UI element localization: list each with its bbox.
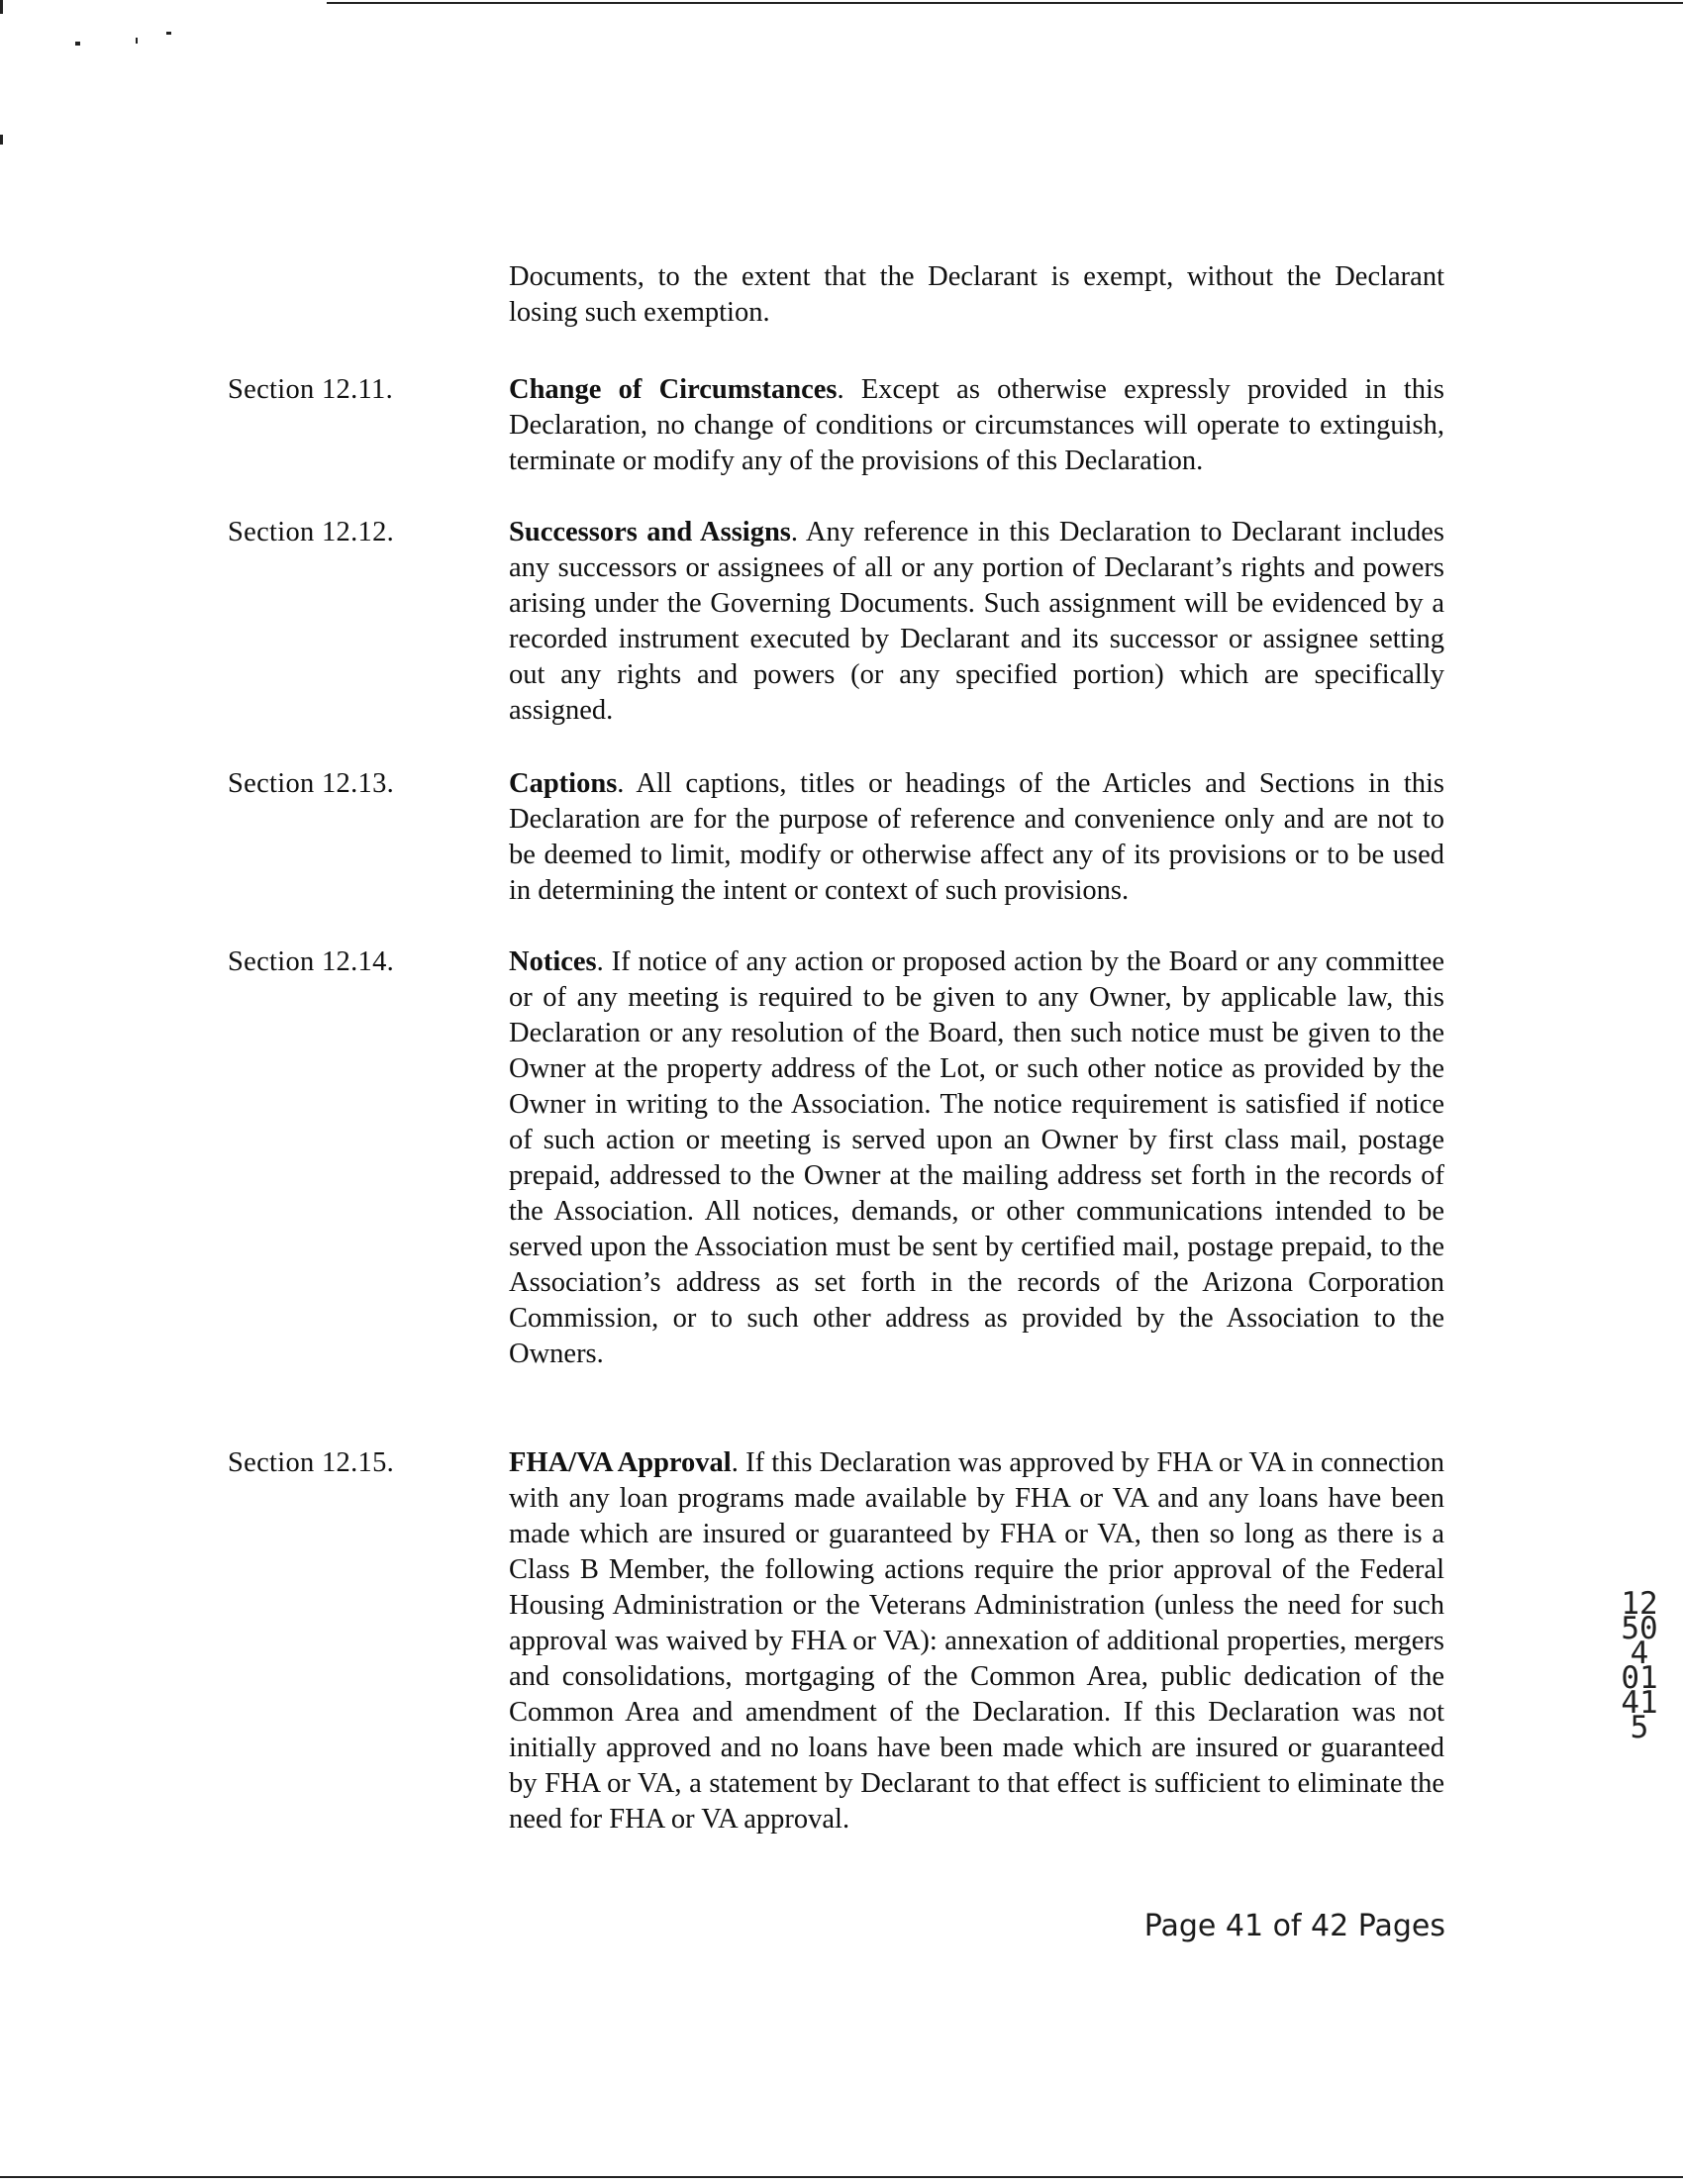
section-text: . All captions, titles or headings of the Articles and Sections in this Declaration are for the purpose of reference and convenience only and are not to be deemed to limit, modify or otherwise affect any of its provisions or to be used in determining the intent or context of such provisions. bbox=[509, 768, 1444, 906]
scan-speck bbox=[75, 42, 80, 46]
section-text: . Except as otherwise expressly provided in this Declaration, no change of conditions or circumstances will operate to extinguish, terminate or modify any of the provisions of this Declaration. bbox=[509, 374, 1445, 476]
section-label: Section 12.15. bbox=[228, 1447, 395, 1478]
scan-speck bbox=[136, 38, 138, 44]
section-text: . If this Declaration was approved by FHA or VA in connection with any loan programs made available by FHA or VA and any loans have been made which are insured or guaranteed by FHA or VA, then so long as there is a Class B Member, the following actions require the prior approval of the Federal Housing Administration or the Veterans Administration (unless the need for such approval was waived by FHA or VA): annexation of additional properties, mergers and consolidations, mortgaging of the Common Area, public dedication of the Common Area and amendment of the Declaration. If this Declaration was not initially approved and no loans have been made which are insured or guaranteed by FHA or VA, a statement by Declarant to that effect is sufficient to eliminate the need for FHA or VA approval. bbox=[509, 1447, 1444, 1835]
recording-number: 12504 01415 bbox=[1621, 1586, 1658, 1745]
section-label: Section 12.14. bbox=[228, 946, 395, 977]
scan-border-bottom bbox=[0, 2176, 1683, 2178]
section-heading: Successors and Assigns bbox=[509, 517, 791, 547]
section-body bbox=[509, 766, 1444, 909]
section-heading: Captions bbox=[509, 768, 618, 799]
section-body bbox=[509, 1445, 1444, 1837]
section-label: Section 12.13. bbox=[228, 768, 395, 799]
section-body bbox=[509, 944, 1444, 1372]
section-body bbox=[509, 372, 1444, 479]
scan-border-top bbox=[327, 2, 1683, 4]
section-text: . Any reference in this Declaration to Declarant includes any successors or assignees of all or any portion of Declarant’s rights and powers arising under the Governing Documents. Such assignment will be evidenced by a recorded instrument executed by Declarant and its successor or assignee setting out any rights and powers (or any specified portion) which are specifically assigned. bbox=[509, 517, 1444, 726]
section-heading: Notices bbox=[509, 946, 597, 977]
section-heading: FHA/VA Approval bbox=[509, 1447, 732, 1478]
scan-speck bbox=[0, 0, 3, 14]
section-body bbox=[509, 515, 1444, 729]
section-heading: Change of Circumstances bbox=[509, 374, 838, 405]
continuation-paragraph: Documents, to the extent that the Declarant is exempt, without the Declarant losing such exemption. bbox=[509, 261, 1444, 328]
section-label: Section 12.11. bbox=[228, 374, 394, 405]
scan-speck bbox=[166, 32, 171, 35]
section-label: Section 12.12. bbox=[228, 517, 395, 547]
scan-speck bbox=[0, 135, 3, 145]
page-number: Page 41 of 42 Pages bbox=[1143, 1909, 1445, 1943]
section-text: . If notice of any action or proposed action by the Board or any committee or of any meeting is required to be given to any Owner, by applicable law, this Declaration or any resolution of the Board, then such notice must be given to the Owner at the property address of the Lot, or such other notice as provided by the Owner in writing to the Association. The notice requirement is satisfied if notice of such action or meeting is served upon an Owner by first class mail, postage prepaid, addressed to the Owner at the mailing address set forth in the records of the Association. All notices, demands, or other communications intended to be served upon the Association must be sent by certified mail, postage prepaid, to the Association’s address as set forth in the records of the Arizona Corporation Commission, or to such other address as provided by the Association to the Owners. bbox=[509, 946, 1444, 1369]
